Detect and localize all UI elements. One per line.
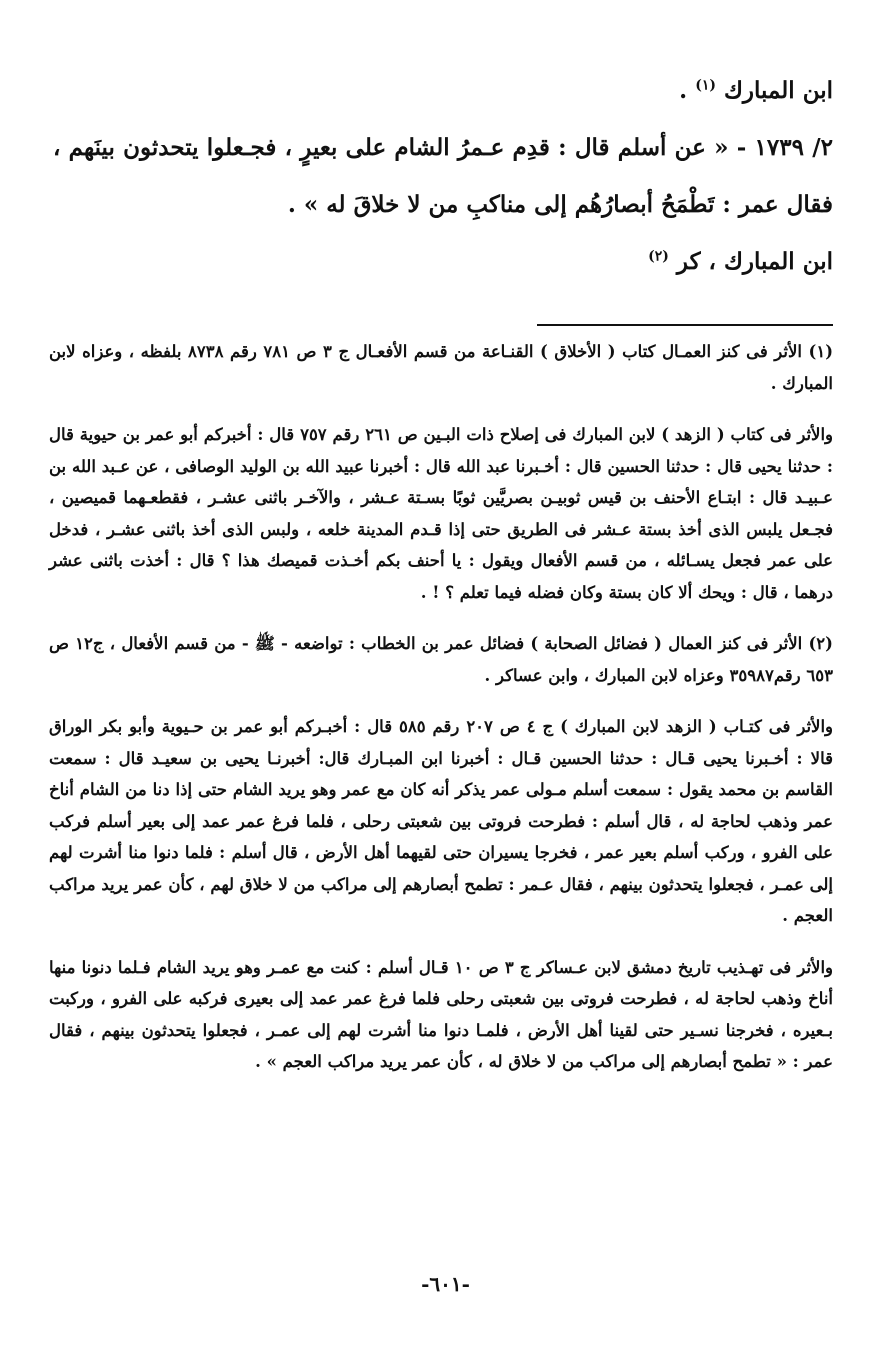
main-line-1-text: ابن المبارك — [715, 77, 833, 104]
footnote-2-continued: والأثر فى كتـاب ( الزهد لابن المبارك ) ج ٤ ص ٢٠٧ رقم ٥٨٥ قال : أخبـركم أبو عمر بن حـيوية وأبو بكر الوراق قالا : أخـبرنا يحيى قـال : حدثنا الحسين قـال : أخبرنا ابن المبـارك قال: أخبرنـا يحيى بن سعيـد قال : سمعت القاسم بن محمد يقول : سمعت أسلم مـولى عمر يذكر أنه كان مع عمر وهو يريد الشام حتى إذا دنا من الشام أناخ عمر وذهب لحاجة له ، قال أسلم : فطرحت فروتى بين شعبتى رحلى ، فلما فرغ عمر عمد إلى بعير أسلم فركب على الفرو ، وركب أسلم بعير عمر ، فخرجا يسيران حتى لقيهما أهل الأرض ، قال أسلم : فلما دنوا منا أشرت لهم إلى عمـر ، فجعلوا يتحدثون بينهم ، فقال عـمر : تطمح أبصارهم إلى مراكب من لا خلاق لهم ، كأن عمر يريد مراكب العجم . — [49, 717, 834, 925]
main-source-text: ابن المبارك ، كر — [668, 248, 833, 275]
main-text — [53, 62, 833, 290]
footnote-1: (١) الأثر فى كنز العمـال كتاب ( الأخلاق ) القنـاعة من قسم الأفعـال ج ٣ ص ٧٨١ رقم ٨٧٣٨ بلفظه ، وعزاه لابن المبارك . — [49, 342, 833, 393]
footnote-2: (٢) الأثر فى كنز العمال ( فضائل الصحابة ) فضائل عمر بن الخطاب : تواضعه - ﷺ - من قسم الأفعال ، ج١٢ ص ٦٥٣ رقم٣٥٩٨٧ وعزاه لابن المبارك ، وابن عساكر . — [49, 634, 833, 685]
main-line-1-end: . — [679, 77, 696, 104]
page-number: -٦٠١- — [421, 1272, 470, 1296]
footnote-separator — [537, 324, 833, 326]
main-line-1 — [53, 62, 833, 119]
main-source-line — [53, 233, 833, 290]
footnote-1-continued: والأثر فى كتاب ( الزهد ) لابن المبارك فى إصلاح ذات البـين ص ٢٦١ رقم ٧٥٧ قال : أخبركم أبو عمر بن حيوية قال : حدثنا يحيى قال : حدثنا الحسين قال : أخـبرنا عبد الله قال : أخبرنا عبيد الله بن الوليد الوصافى ، عن عـبد الله بن عـبيـد قال : ابتـاع الأحنف بن قيس ثوبيـن بصريَّين ثوبًا بسـتة عـشر ، والآخـر باثنى عشـر ، فقطعـهما قميصين ، فجـعل يلبس الذى أخذ بستة عـشر فى الطريق حتى إذا قـدم المدينة خلعه ، ولبس الذى أخذ باثنى عشـر ، فدخل على عمر فجعل يسـائله ، من قسم الأفعال ويقول : يا أحنف بكم أخـذت قميصك هذا ؟ قال : أخذت باثنى عشر درهما ، قال : ويحك ألا كان بستة وكان فضله فيما تعلم ؟ ! . — [49, 425, 833, 602]
footnote-ref-1: (١) — [695, 77, 716, 94]
hadith-1739: ٢/ ١٧٣٩ - « عن أسلم قال : قدِم عـمرُ الشام على بعيرٍ ، فجـعلوا يتحدثون بينَهم ، فقال عمر : تَطْمَحُ أبصارُهُم إلى مناكبِ من لا خلاقَ له » . — [53, 134, 833, 218]
footnote-ref-2: (٢) — [648, 248, 669, 265]
footnotes — [49, 336, 833, 1098]
footnote-2-continued-2: والأثر فى تهـذيب تاريخ دمشق لابن عـساكر ج ٣ ص ١٠ قـال أسلم : كنت مع عمـر وهو يريد الشام فـلما دنونا منها أناخ وذهب لحاجة له ، فطرحت فروتى بين شعبتى رحلى فلما فرغ عمر عمد إلى بعيرى فركبه على الفرو ، وركبت بـعيره ، فخرجنا نسـير حتى لقينا أهل الأرض ، فلمـا دنوا منا أشرت لهم إلى عمـر ، فجعلوا يتحدثون بينهم ، فقال عمر : « تطمح أبصارهم إلى مراكب من لا خلاق له ، كأن عمر يريد مراكب العجم » . — [49, 957, 834, 1071]
